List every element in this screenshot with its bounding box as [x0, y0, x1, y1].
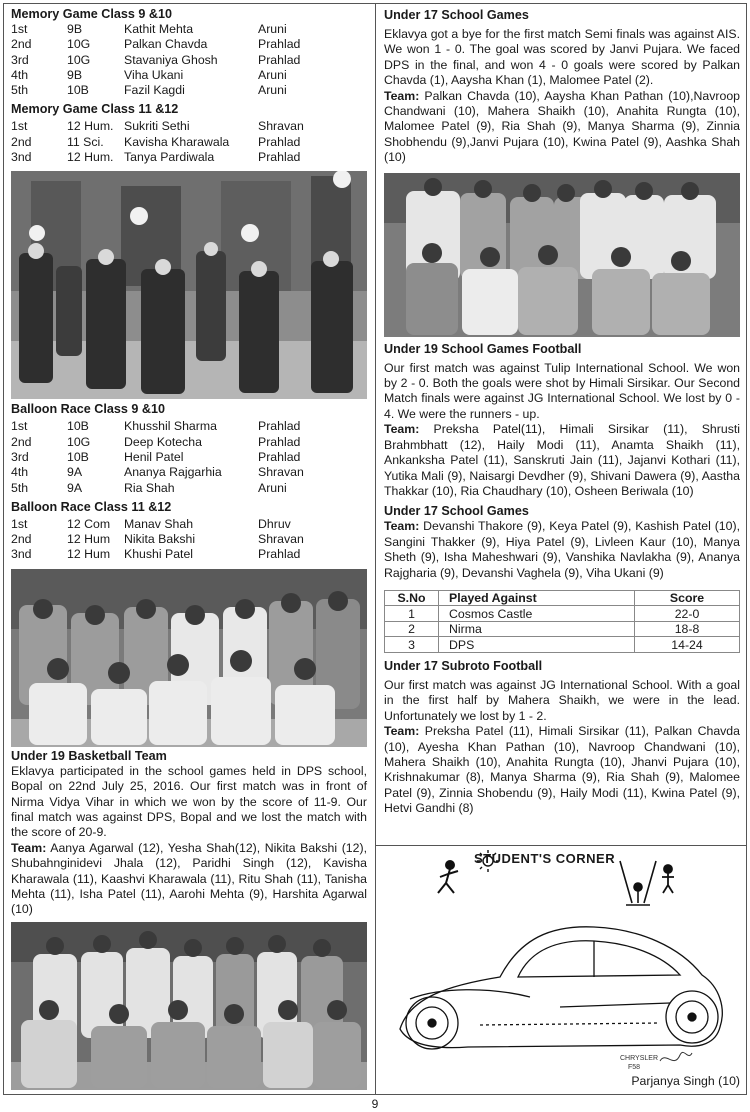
corner-title: STUDENT'S CORNER — [474, 851, 616, 866]
results-table — [11, 419, 367, 495]
col-score: Score — [635, 590, 740, 606]
basketball-section — [11, 749, 367, 918]
cell-house: Prahlad — [258, 134, 301, 149]
cell-student: Tanya Pardiwala — [124, 150, 215, 165]
balloon-race-photo — [11, 171, 367, 399]
team-list — [384, 519, 740, 581]
cell-opponent: Cosmos Castle — [439, 606, 635, 622]
running-figure-icon — [438, 861, 458, 893]
section-title: Under 17 School Games — [384, 504, 529, 519]
section-body: Eklavya participated in the school games held in DPS school, Bopal on 22nd July 25, 2016. Our first match was in front of Nirma Vidya Vihar in which we won by the score of 11-9. Our final match was against DPS, Bopal and we lost the match with the score of 20-9. — [11, 763, 367, 840]
table-row — [11, 83, 367, 98]
cell-student: Henil Patel — [124, 449, 184, 464]
cell-student: Ria Shah — [124, 480, 175, 495]
cell-class: 9A — [67, 465, 83, 480]
results-table — [11, 517, 367, 563]
cell-position: 3rd — [11, 52, 29, 67]
score-table — [384, 590, 740, 653]
cell-position: 4th — [11, 67, 29, 82]
cell-house: Prahlad — [258, 150, 301, 165]
cell-student: Khushi Patel — [124, 547, 194, 562]
table-row — [11, 465, 367, 480]
cell-house: Shravan — [258, 465, 304, 480]
column-divider — [375, 3, 376, 1095]
table-row — [11, 22, 367, 37]
col-sno: S.No — [385, 590, 439, 606]
team-list — [384, 422, 740, 499]
section-title: Under 19 Basketball Team — [11, 748, 167, 763]
sketch-caption-mark: CHRYSLER — [620, 1055, 658, 1062]
team-names: Devanshi Thakore (9), Keya Patel (9), Kashish Patel (10), Sangini Thakker (9), Hiya Patel (9), Livleen Kaur (10), Manya Sheth (9), Isha Maheshwari (9), Vanshika Navlakha (9), Ananya Rajgharia (9), Devanshi Vaghela (9), Viha Ukani (9) — [384, 519, 740, 580]
under17-team-photo — [384, 173, 740, 337]
section-body: Our first match was against Tulip International School. We won by 2 - 0. Both the goals were shot by Himali Sirsikar. Our Second Match finals were against JG International School. We lost by 0 - 4. We were the runners - up. — [384, 360, 740, 421]
under19-football-section — [384, 342, 740, 500]
team-names: Preksha Patel(11), Himali Sirsikar (11), Shrusti Brahmbhatt (12), Haily Modi (11), Anamta Shaikh (11), Ankanksha Patel (11), Sanskruti Jain (11), Jajanvi Kothari (11), Yutika Mali (9), Naisargi Devdher (9), Shivani Dawera (9), Aastha Thakkar (10), Ria Chaudhary (10), Osheen Beriwala (10) — [384, 422, 740, 498]
table-row — [11, 419, 367, 434]
cell-sno: 1 — [385, 606, 439, 622]
under17-games-section-2 — [384, 504, 740, 581]
table-row — [11, 481, 367, 496]
balloon-race-9-10 — [11, 402, 367, 495]
section-title: Balloon Race Class 11 &12 — [11, 499, 172, 514]
cell-house: Prahlad — [258, 547, 301, 562]
table-row — [385, 606, 740, 622]
under17-games-section — [384, 8, 740, 166]
cell-house: Prahlad — [258, 419, 301, 434]
cell-class: 10B — [67, 83, 89, 98]
team-names: Palkan Chavda (10), Aaysha Khan Pathan (10),Navroop Chandwani (10), Mahera Shaikh (10), Anahita Rungta (10), Malomee Patel (9), Ria Shah (9), Manya Sharma (9), Zinnia Shobhendu (9),Janvi Pujara (10), Kwina Patel (9), Aashka Shah (10) — [384, 88, 740, 165]
cell-position: 2nd — [11, 37, 32, 52]
cell-house: Aruni — [258, 22, 287, 36]
cell-student: Fazil Kagdi — [124, 83, 185, 98]
page-number: 9 — [371, 1097, 379, 1111]
team-names: Preksha Patel (11), Himali Sirsikar (11), Palkan Chavda (10), Ayesha Khan Pathan (10), Navroop Chandwani (10), Mahera Shaikh (10), Anahita Rungta (10), Jhanvi Pujara (10), Krishnakumar (8), Manya Sharma (9), Ria Shah (9), Malomee Patel (9), Zinnia Shobendu (9), Haily Modi (11), Kwina Patel (9), Hetvi Gandhi (8) — [384, 724, 740, 816]
table-row — [11, 53, 367, 68]
cell-position: 3rd — [11, 449, 29, 464]
cell-score: 14-24 — [635, 637, 740, 653]
cell-house: Prahlad — [258, 434, 301, 449]
cell-student: Khusshil Sharma — [124, 419, 217, 434]
cell-position: 1st — [11, 119, 28, 134]
cell-position: 3nd — [11, 150, 32, 165]
cell-student: Stavaniya Ghosh — [124, 52, 218, 67]
cell-class: 12 Hum. — [67, 150, 114, 165]
results-table — [11, 119, 367, 165]
cell-position: 2nd — [11, 532, 32, 547]
cell-position: 1st — [11, 516, 28, 531]
cell-class: 12 Hum — [67, 532, 111, 547]
cell-house: Aruni — [258, 83, 287, 98]
cell-house: Prahlad — [258, 52, 301, 67]
section-title: Balloon Race Class 9 &10 — [11, 402, 165, 417]
team-label: Team: — [384, 724, 420, 739]
cell-house: Dhruv — [258, 516, 291, 531]
cell-class: 10G — [67, 52, 91, 67]
cell-sno: 3 — [385, 637, 439, 653]
car-sketch-illustration — [380, 847, 746, 1093]
cell-class: 10G — [67, 37, 91, 52]
cell-house: Aruni — [258, 480, 287, 495]
section-title: Under 17 School Games — [384, 8, 529, 22]
artist-signature-mark — [660, 1052, 692, 1061]
team-label: Team: — [11, 840, 47, 855]
cell-house: Prahlad — [258, 37, 301, 52]
jumping-figure-icon — [662, 865, 674, 893]
table-row — [11, 450, 367, 465]
col-played-against: Played Against — [439, 590, 635, 606]
table-row — [11, 135, 367, 150]
swing-figure-icon — [620, 861, 656, 905]
subroto-football-section — [384, 659, 740, 817]
cell-class: 10G — [67, 434, 91, 449]
car-icon — [400, 927, 722, 1049]
team-list — [384, 724, 740, 816]
cell-class: 12 Hum — [67, 547, 111, 562]
cell-score: 22-0 — [635, 606, 740, 622]
team-label: Team: — [384, 422, 420, 437]
cell-class: 10B — [67, 419, 89, 434]
section-title: Memory Game Class 11 &12 — [11, 102, 179, 117]
section-divider — [376, 845, 747, 846]
table-row — [385, 637, 740, 653]
table-row — [385, 621, 740, 637]
memory-game-11-12 — [11, 102, 367, 165]
cell-position: 2nd — [11, 434, 32, 449]
cell-opponent: DPS — [439, 637, 635, 653]
table-row — [11, 532, 367, 547]
cell-student: Kavisha Kharawala — [124, 134, 230, 149]
cell-house: Aruni — [258, 67, 287, 82]
table-row — [11, 547, 367, 562]
sketch-caption-mark: F58 — [628, 1064, 641, 1071]
artist-credit: Parjanya Singh (10) — [631, 1074, 740, 1088]
results-table — [11, 22, 367, 98]
cell-class: 12 Hum. — [67, 119, 114, 134]
cell-opponent: Nirma — [439, 621, 635, 637]
score-table-header — [385, 590, 740, 606]
cell-class: 9A — [67, 480, 83, 495]
memory-game-9-10 — [11, 7, 367, 98]
table-row — [11, 150, 367, 165]
section-body: Our first match was against JG International School. With a goal in the first half by Mahera Shaikh, we were in the lead. Unfortunately we lost by 1 - 2. — [384, 677, 740, 723]
right-column — [384, 8, 740, 817]
cell-score: 18-8 — [635, 621, 740, 637]
cell-class: 11 Sci. — [67, 134, 104, 149]
section-title: Under 19 School Games Football — [384, 341, 582, 356]
section-body: Eklavya got a bye for the first match Semi finals was against AIS. We won 1 - 0. The goal was scored by Janvi Pujara. We faced DPS in the final, and won 4 - 0 goals were scored by Palkan Chavda (1), Aaysha Khan (1), Malomee Patel (2). — [384, 27, 740, 88]
cell-student: Palkan Chavda — [124, 37, 208, 52]
cell-house: Shravan — [258, 119, 304, 134]
cell-position: 5th — [11, 480, 29, 495]
left-column — [11, 7, 367, 1090]
team-names: Aanya Agarwal (12), Yesha Shah(12), Nikita Bakshi (12), Shubahnginidevi Jhala (12), Paridhi Singh (12), Kavisha Kharawala (11), Kaashvi Kharawala (11), Ritu Shah (11), Tanisha Mehta (11), Isha Patel (11), Aarohi Mehta (9), Harshita Agarwal (10) — [11, 840, 367, 917]
cell-student: Ananya Rajgarhia — [124, 465, 222, 480]
cell-sno: 2 — [385, 621, 439, 637]
section-title: Memory Game Class 9 &10 — [11, 7, 173, 21]
team-label: Team: — [384, 88, 420, 103]
cell-class: 9B — [67, 22, 83, 36]
table-row — [11, 37, 367, 52]
balloon-race-11-12 — [11, 500, 367, 563]
cell-house: Prahlad — [258, 449, 301, 464]
cell-position: 5th — [11, 83, 29, 98]
cell-position: 2nd — [11, 134, 32, 149]
cell-student: Nikita Bakshi — [124, 532, 196, 547]
team-group-photo — [11, 922, 367, 1090]
cell-position: 1st — [11, 419, 28, 434]
cell-student: Deep Kotecha — [124, 434, 202, 449]
team-list — [384, 89, 740, 166]
cell-class: 12 Com — [67, 516, 111, 531]
cell-student: Manav Shah — [124, 516, 194, 531]
basketball-team-photo — [11, 569, 367, 747]
table-row — [11, 68, 367, 83]
cell-class: 9B — [67, 67, 83, 82]
table-row — [11, 517, 367, 532]
team-list — [11, 841, 367, 918]
cell-student: Sukriti Sethi — [124, 119, 190, 134]
students-corner — [380, 847, 746, 1093]
cell-position: 3nd — [11, 547, 32, 562]
cell-position: 4th — [11, 465, 29, 480]
cell-student: Kathit Mehta — [124, 22, 194, 36]
team-label: Team: — [384, 519, 420, 534]
cell-position: 1st — [11, 22, 28, 36]
table-row — [11, 435, 367, 450]
cell-student: Viha Ukani — [124, 67, 184, 82]
cell-house: Shravan — [258, 532, 304, 547]
cell-class: 10B — [67, 449, 89, 464]
table-row — [11, 119, 367, 134]
section-title: Under 17 Subroto Football — [384, 658, 543, 673]
